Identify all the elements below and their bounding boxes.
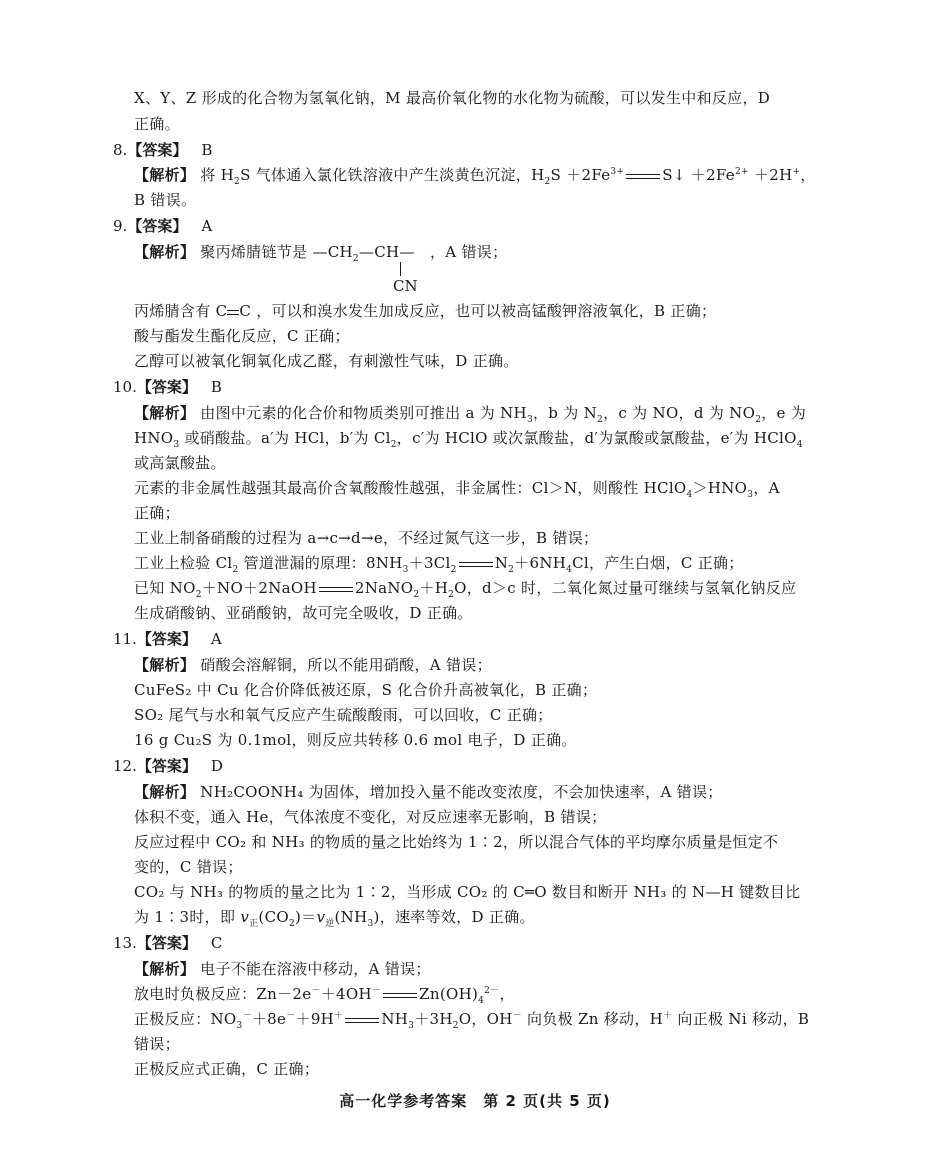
answer-value: A: [210, 630, 222, 648]
question-10-analysis-6: 工业上制备硝酸的过程为 a→c→d→e，不经过氮气这一步，B 错误；: [134, 529, 599, 547]
question-13-analysis-3: 正极反应：$NO_3^-+8e^-+9H^+$ $NH_3+3H_2O$，OH－ 向负极 Zn 移动，H＋ 向正极 Ni 移动，B: [134, 1010, 810, 1031]
question-10-analysis-3: 或高氯酸盐。: [134, 454, 226, 472]
analysis-label: 【解析】: [134, 243, 196, 261]
page-footer: 高一化学参考答案 第 2 页(共 5 页): [339, 1092, 611, 1110]
question-number: 13.: [113, 934, 137, 952]
question-9-analysis-3: 酸与酯发生酯化反应，C 正确；: [134, 327, 350, 345]
question-9-header: [113, 215, 212, 237]
question-12-analysis-4: 变的，C 错误；: [134, 858, 243, 876]
question-8-analysis-2: B 错误。: [134, 191, 197, 209]
answer-label: 【答案】: [127, 141, 188, 159]
question-11-header: [113, 628, 222, 650]
intro-line-2: 正确。: [134, 115, 180, 133]
question-10-analysis-1: 【解析】 由图中元素的化合价和物质类别可推出 a 为 $NH_3$，b 为 $N_2$，c 为 NO，d 为 $NO_2$，e 为: [134, 404, 807, 425]
question-12-analysis-6: 为 1∶3时，即 $v_正(CO_2)=v_逆(NH_3)$，速率等效，D 正确。: [134, 908, 535, 929]
question-10-analysis-9: 生成硝酸钠、亚硝酸钠，故可完全吸收，D 正确。: [134, 604, 473, 622]
question-10-header: [113, 376, 222, 398]
question-11-analysis-2: CuFeS₂ 中 Cu 化合价降低被还原，S 化合价升高被氧化，B 正确；: [134, 681, 598, 699]
question-10-analysis-5: 正确；: [134, 504, 180, 522]
analysis-label: 【解析】: [134, 404, 196, 422]
answer-value: A: [201, 217, 213, 235]
question-13-analysis-4: 错误；: [134, 1035, 180, 1053]
question-12-header: [113, 755, 223, 777]
question-number: 12.: [113, 757, 137, 775]
analysis-label: 【解析】: [134, 960, 196, 978]
answer-label: 【答案】: [136, 934, 197, 952]
question-9-analysis-2: 丙烯腈含有 C C ，可以和溴水发生加成反应，也可以被高锰酸钾溶液氧化，B 正确；: [134, 302, 717, 320]
structure-branch: CN: [393, 277, 418, 295]
question-10-analysis-7: 工业上检验 $Cl_2$ 管道泄漏的原理：$8NH_3+3Cl_2$ $N_2+6NH_4Cl$，产生白烟，C 正确；: [134, 554, 744, 575]
question-13-header: [113, 932, 222, 954]
analysis-label: 【解析】: [134, 783, 196, 801]
question-8-analysis-1: [134, 164, 816, 186]
analysis-text: 将 $H_2S$ 气体通入氯化铁溶液中产生淡黄色沉淀，$H_2S +2Fe^{3+}$ S↓ $+2Fe^{2+} +2H^+$，: [200, 166, 816, 187]
intro-line-1: X、Y、Z 形成的化合物为氢氧化钠，M 最高价氧化物的水化物为硫酸，可以发生中和反应，D: [134, 89, 771, 107]
analysis-label: 【解析】: [134, 166, 196, 184]
question-13-analysis-5: 正极反应式正确，C 正确；: [134, 1060, 320, 1078]
answer-value: B: [201, 141, 213, 159]
question-8-header: [113, 139, 212, 161]
question-12-analysis-1: 【解析】 NH₂COONH₄ 为固体，增加投入量不能改变浓度，不会加快速率，A 错误；: [134, 783, 723, 801]
analysis-label: 【解析】: [134, 656, 196, 674]
question-13-analysis-1: 【解析】 电子不能在溶液中移动，A 错误；: [134, 960, 431, 978]
answer-label: 【答案】: [136, 630, 197, 648]
question-12-analysis-2: 体积不变，通入 He，气体浓度不变化，对反应速率无影响，B 错误；: [134, 808, 607, 826]
question-10-analysis-4: 元素的非金属性越强其最高价含氧酸酸性越强，非金属性：Cl＞N，则酸性 $HClO_4>HNO_3$，A: [134, 479, 780, 500]
question-number: 8.: [113, 141, 128, 159]
question-11-analysis-3: SO₂ 尾气与水和氧气反应产生硫酸酸雨，可以回收，C 正确；: [134, 706, 553, 724]
question-number: 10.: [113, 378, 137, 396]
question-9-analysis-4: 乙醇可以被氧化铜氧化成乙醛，有刺激性气味，D 正确。: [134, 352, 519, 370]
answer-label: 【答案】: [127, 217, 188, 235]
question-11-analysis-4: 16 g Cu₂S 为 0.1mol，则反应共转移 0.6 mol 电子，D 正确。: [134, 731, 577, 749]
question-9-analysis-1: 【解析】 聚丙烯腈链节是 $—CH_2—CH—$ ，A 错误；: [134, 243, 508, 264]
answer-label: 【答案】: [136, 378, 197, 396]
bond-line: [400, 262, 401, 276]
question-11-analysis-1: 【解析】 硝酸会溶解铜，所以不能用硝酸，A 错误；: [134, 656, 492, 674]
question-10-analysis-8: 已知 $NO_2+NO+2NaOH$ $2NaNO_2+H_2O$，d＞c 时，二氧化氮过量可继续与氢氧化钠反应: [134, 579, 797, 600]
answer-value: C: [210, 934, 223, 952]
answer-label: 【答案】: [136, 757, 197, 775]
question-number: 11.: [113, 630, 137, 648]
answer-value: D: [210, 757, 223, 775]
question-12-analysis-3: 反应过程中 CO₂ 和 NH₃ 的物质的量之比始终为 1∶2，所以混合气体的平均摩尔质量是恒定不: [134, 833, 779, 851]
question-13-analysis-2: 放电时负极反应：Zn－2e－＋4OH－ $Zn(OH)_4^{2-}$，: [134, 985, 515, 1006]
question-12-analysis-5: CO₂ 与 NH₃ 的物质的量之比为 1∶2，当形成 CO₂ 的 C═O 数目和断开 NH₃ 的 N—H 键数目比: [134, 883, 801, 901]
question-number: 9.: [113, 217, 128, 235]
question-10-analysis-2: $HNO_3$ 或硝酸盐。a′为 HCl，b′为 $Cl_2$，c′为 HClO 或次氯酸盐，d′为氯酸或氯酸盐，e′为 HClO$_4$: [134, 429, 803, 450]
answer-value: B: [210, 378, 222, 396]
